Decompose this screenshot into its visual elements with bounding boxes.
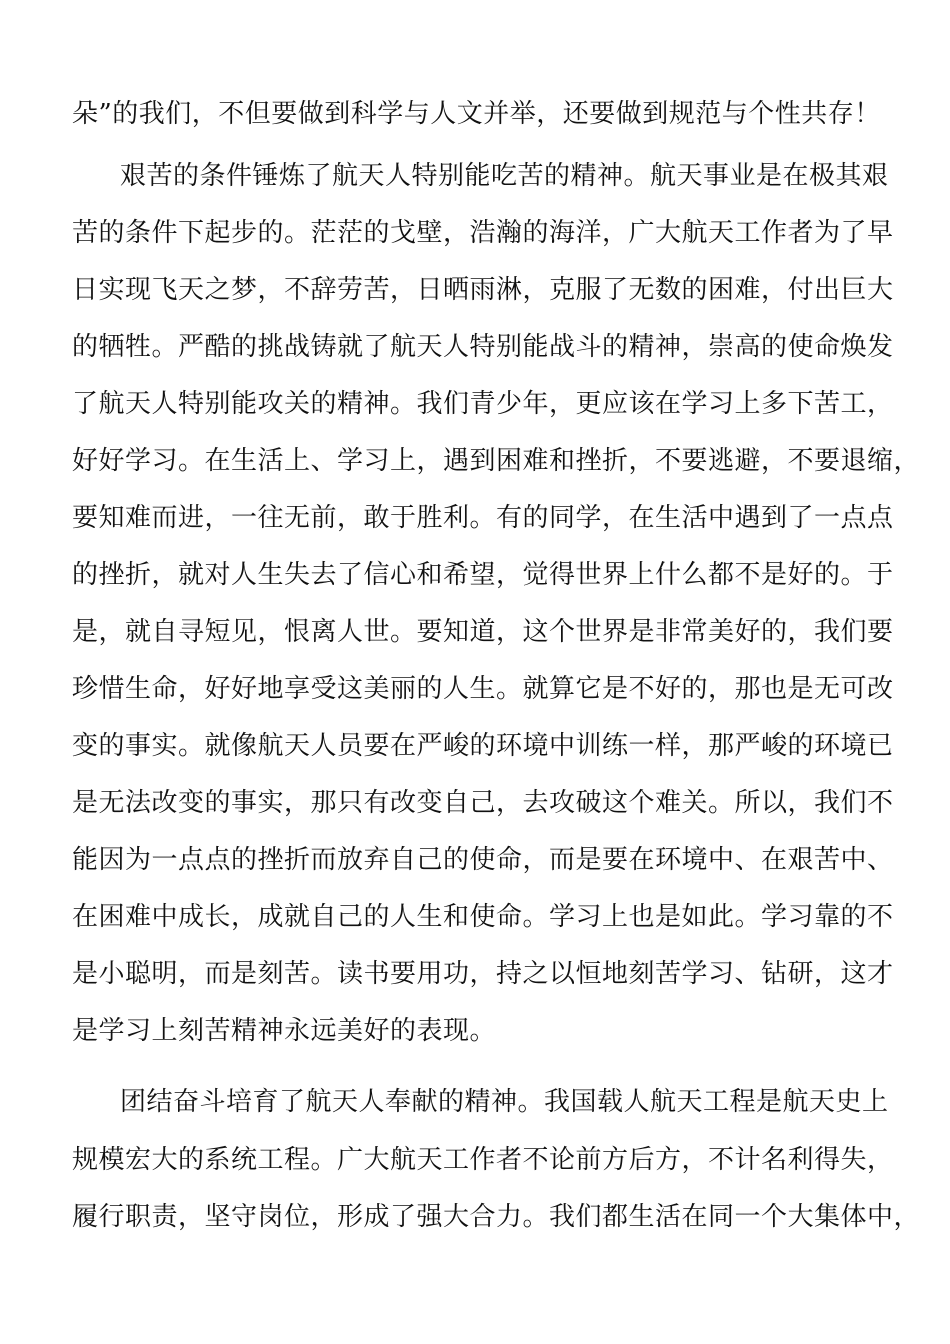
text-line: 了航天人特别能攻关的精神。我们青少年，更应该在学习上多下苦工，	[72, 389, 894, 419]
text-line: 的牺牲。严酷的挑战铸就了航天人特别能战斗的精神，崇高的使命焕发	[72, 332, 894, 362]
paragraph-first-line: 团结奋斗培育了航天人奉献的精神。我国载人航天工程是航天史上	[120, 1087, 889, 1117]
text-line: 珍惜生命，好好地享受这美丽的人生。就算它是不好的，那也是无可改	[72, 674, 894, 704]
text-line: 朵”的我们，不但要做到科学与人文并举，还要做到规范与个性共存！	[72, 99, 881, 129]
text-line: 履行职责，坚守岗位，形成了强大合力。我们都生活在同一个大集体中，	[72, 1202, 921, 1232]
text-line: 是学习上刻苦精神永远美好的表现。	[72, 1016, 497, 1046]
text-line: 日实现飞天之梦，不辞劳苦，日晒雨淋，克服了无数的困难，付出巨大	[72, 275, 894, 305]
text-line: 变的事实。就像航天人员要在严峻的环境中训练一样，那严峻的环境已	[72, 731, 894, 761]
text-line: 是，就自寻短见，恨离人世。要知道，这个世界是非常美好的，我们要	[72, 617, 894, 647]
text-line: 规模宏大的系统工程。广大航天工作者不论前方后方，不计名利得失，	[72, 1145, 894, 1175]
text-line: 苦的条件下起步的。茫茫的戈壁，浩瀚的海洋，广大航天工作者为了早	[72, 218, 894, 248]
text-line: 要知难而进，一往无前，敢于胜利。有的同学，在生活中遇到了一点点	[72, 503, 894, 533]
text-line: 好好学习。在生活上、学习上，遇到困难和挫折，不要逃避，不要退缩，	[72, 446, 921, 476]
text-line: 是无法改变的事实，那只有改变自己，去攻破这个难关。所以，我们不	[72, 788, 894, 818]
text-line: 是小聪明，而是刻苦。读书要用功，持之以恒地刻苦学习、钻研，这才	[72, 959, 894, 989]
text-line: 能因为一点点的挫折而放弃自己的使命，而是要在环境中、在艰苦中、	[72, 845, 894, 875]
text-line: 的挫折，就对人生失去了信心和希望，觉得世界上什么都不是好的。于	[72, 560, 894, 590]
paragraph-first-line: 艰苦的条件锤炼了航天人特别能吃苦的精神。航天事业是在极其艰	[120, 161, 889, 191]
text-line: 在困难中成长，成就自己的人生和使命。学习上也是如此。学习靠的不	[72, 902, 894, 932]
